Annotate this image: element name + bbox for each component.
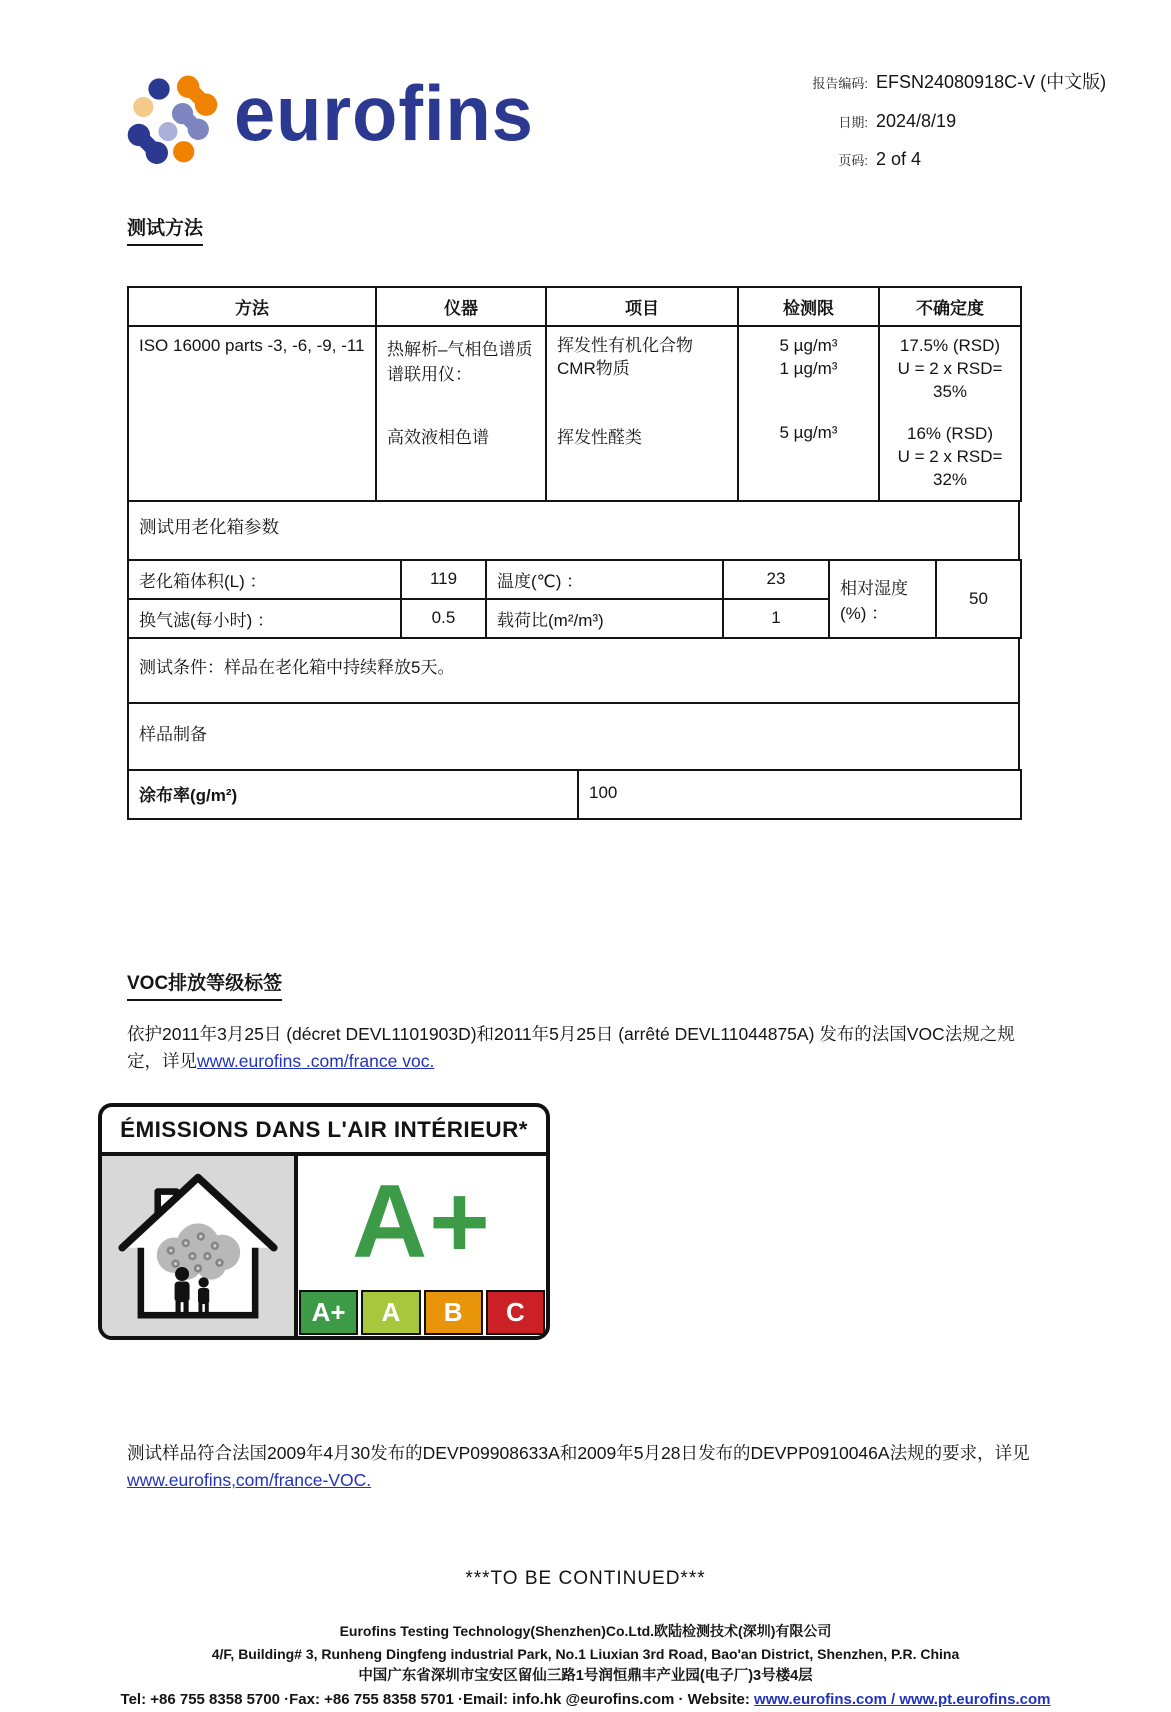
chamber-params-title: 测试用老化箱参数 [128,501,1019,560]
coating-rate-label: 涂布率(g/m²) [128,770,578,819]
to-be-continued: ***TO BE CONTINUED*** [465,1568,706,1590]
item-group2: 挥发性醛类 [557,428,642,447]
france-voc-link-2[interactable]: www.eurofins,com/france-VOC. [127,1470,372,1491]
chamber-temperature-label: 温度(℃) ： [486,560,723,599]
scale-grade-c [486,1290,545,1335]
footer-company: Eurofins Testing Technology(Shenzhen)Co.Ltd.欧陆检测技术(深圳)有限公司 [339,1623,832,1640]
report-code-label: 报告编码: [812,76,868,91]
instrument-group1: 热解析–气相色谱质谱联用仪： [387,340,533,384]
report-date-row [776,111,1076,132]
report-code-row [776,68,1107,94]
report-page-label: 页码: [838,153,868,168]
scale-grade-a [361,1290,420,1335]
emissions-rating-scale [298,1290,546,1336]
chamber-temperature-value: 23 [723,560,829,599]
limit-group2: 5 µg/m³ [779,423,838,442]
uncertainty1-rsd: 17.5% (RSD) [899,336,1001,355]
scale-grade-a-plus-text: A+ [311,1297,346,1328]
chamber-volume-label: 老化箱体积(L) ： [128,560,401,599]
method-table [127,286,1020,820]
scale-grade-a-text: A [381,1297,401,1328]
col-header-detection-limit: 检测限 [738,287,879,326]
method-standard: ISO 16000 parts -3, -6, -9, -11 [139,336,365,355]
item-group1 [557,335,727,423]
limit-cmr: 1 µg/m³ [779,358,838,378]
scale-grade-b [424,1290,483,1335]
footer-website-link[interactable]: www.eurofins.com / www.pt.eurofins.com [754,1691,1051,1709]
emissions-rating-panel [298,1156,546,1336]
item-voc: 挥发性有机化合物 [557,336,693,355]
col-header-instrument: 仪器 [376,287,546,326]
col-header-uncertainty: 不确定度 [879,287,1021,326]
method-table-header-row [128,287,1021,326]
report-meta [776,52,1107,187]
emissions-rating-value: A+ [352,1164,492,1281]
report-date-value: 2024/8/19 [876,111,957,131]
chamber-humidity-label: 相对湿度(%) ： [829,560,936,638]
uncertainty2-rsd: 16% (RSD) [907,424,993,443]
cell-detection-limit [738,326,879,501]
footer-address-cn: 中国广东省深圳市宝安区留仙三路1号润恒鼎丰产业园(电子厂)3号楼4层 [358,1668,813,1685]
emissions-label-body [102,1156,546,1336]
col-header-method: 方法 [128,287,376,326]
item-cmr: CMR物质 [557,358,630,378]
method-table-data-row [128,326,1021,501]
footer-contact [0,1688,1171,1712]
scale-grade-b-text: B [443,1297,463,1328]
uncertainty1-result: 35% [932,381,968,401]
indoor-air-house-icon [109,1161,287,1332]
eurofins-logo-icon [112,61,224,178]
chamber-loadratio-label: 载荷比(m²/m³) [486,599,723,638]
chamber-volume-value: 119 [401,560,486,599]
col-header-item: 项目 [546,287,738,326]
limit-voc: 5 µg/m³ [779,336,838,355]
chamber-params-table [127,559,1022,639]
chamber-humidity-value: 50 [936,560,1021,638]
emissions-house-panel [102,1156,298,1336]
emissions-label [98,1103,550,1340]
uncertainty-group2 [890,423,1010,492]
emissions-label-title: ÉMISSIONS DANS L'AIR INTÉRIEUR* [102,1107,546,1156]
uncertainty2-result: 32% [932,469,968,489]
cell-instrument [376,326,546,501]
page-header [0,52,1171,187]
section-title-voc-label: VOC排放等级标签 [127,968,282,1001]
cell-uncertainty [879,326,1021,501]
footer-contact-text: Tel: +86 755 8358 5700 ·Fax: +86 755 8358 5701 ·Email: info.hk @eurofins.com · Website: [120,1691,755,1709]
sample-prep-table [127,702,1020,771]
cell-item [546,326,738,501]
report-page-value: 2 of 4 [876,149,922,169]
sample-prep-title: 样品制备 [128,703,1019,770]
scale-grade-a-plus [299,1290,358,1335]
test-condition-text: 测试条件：样品在老化箱中持续释放5天。 [128,638,1019,703]
eurofins-logo [112,52,534,187]
limit-group1 [749,335,868,423]
voc-intro-text: 依护2011年3月25日 (décret DEVL1101903D)和2011年5月25日 (arrêté DEVL11044875A) 发布的法国VOC法规之规定，详见 [127,1023,1015,1071]
voc-compliance-text: 测试样品符合法国2009年4月30发布的DEVP09908633A和2009年5月28日发布的DEVPP0910046A法规的要求，详见 [127,1443,1030,1464]
coating-row [128,770,1021,819]
france-voc-link-1[interactable]: www.eurofins .com/france voc. [197,1050,435,1071]
instrument-group2: 高效液相色谱 [387,428,489,447]
footer-address-en: 4/F, Building# 3, Runheng Dingfeng industrial Park, No.1 Liuxian 3rd Road, Bao'an District, Shenzhen, P.R. China [211,1645,960,1662]
report-page-row [776,149,1076,170]
voc-compliance-paragraph [127,1440,1032,1494]
uncertainty-group1 [890,335,1010,423]
method-table-main [127,286,1022,502]
chamber-airchange-value: 0.5 [401,599,486,638]
report-date-label: 日期: [838,115,868,130]
section-title-test-method: 测试方法 [127,213,203,246]
chamber-loadratio-value: 1 [723,599,829,638]
uncertainty1-formula: U = 2 x RSD= [897,358,1003,378]
page-footer [0,1620,1171,1712]
condition-table [127,637,1020,704]
coating-table [127,769,1022,820]
chamber-title-table [127,500,1020,561]
voc-intro-paragraph [127,1021,1032,1075]
uncertainty2-formula: U = 2 x RSD= [897,446,1003,466]
cell-method [128,326,376,501]
chamber-airchange-label: 换气滤(每小时) ： [128,599,401,638]
report-code-value: EFSN24080918C-V (中文版) [876,72,1107,92]
scale-grade-c-text: C [505,1297,525,1328]
coating-rate-value: 100 [578,770,1021,819]
chamber-row-1 [128,560,1021,599]
logo-wordmark: eurofins [234,69,534,157]
